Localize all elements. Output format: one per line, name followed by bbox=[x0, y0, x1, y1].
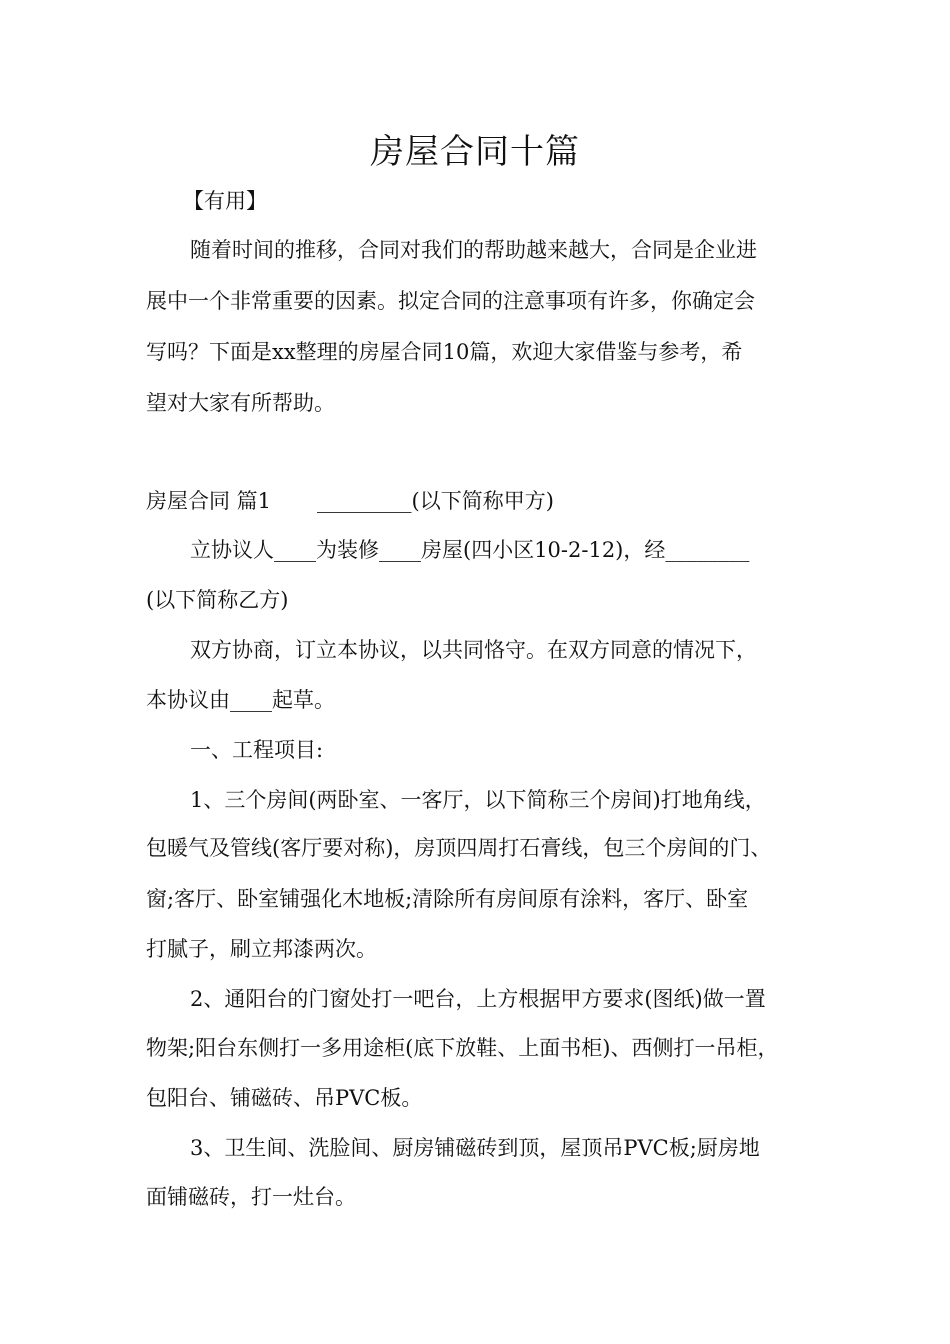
body-line: 窗;客厅、卧室铺强化木地板;清除所有房间原有涂料，客厅、卧室 bbox=[146, 887, 749, 911]
body-line: 本协议由____起草。 bbox=[146, 688, 335, 712]
section-heading-blank: _________(以下简称甲方) bbox=[317, 489, 554, 513]
document-title: 房屋合同十篇 bbox=[370, 132, 580, 172]
body-line: 双方协商，订立本协议，以共同恪守。在双方同意的情况下， bbox=[190, 638, 757, 662]
intro-line: 随着时间的推移，合同对我们的帮助越来越大，合同是企业进 bbox=[190, 238, 757, 262]
section-heading-label: 房屋合同 篇1 bbox=[146, 489, 272, 513]
body-line: 3、卫生间、洗脸间、厨房铺磁砖到顶，屋顶吊PVC板;厨房地 bbox=[190, 1136, 760, 1160]
body-line: 立协议人____为装修____房屋(四小区10-2-12)，经________ bbox=[190, 538, 750, 562]
body-line: 物架;阳台东侧打一多用途柜(底下放鞋、上面书柜)、西侧打一吊柜， bbox=[146, 1036, 779, 1060]
intro-line: 写吗？下面是xx整理的房屋合同10篇，欢迎大家借鉴与参考，希 bbox=[146, 340, 743, 364]
body-line: 2、通阳台的门窗处打一吧台，上方根据甲方要求(图纸)做一置 bbox=[190, 987, 766, 1011]
body-line: 面铺磁砖，打一灶台。 bbox=[146, 1185, 356, 1209]
body-line: 1、三个房间(两卧室、一客厅，以下简称三个房间)打地角线， bbox=[190, 788, 766, 812]
document-tag: 【有用】 bbox=[183, 189, 267, 213]
body-line: (以下简称乙方) bbox=[146, 588, 289, 612]
intro-line: 望对大家有所帮助。 bbox=[146, 391, 335, 415]
body-line: 一、工程项目: bbox=[190, 738, 324, 762]
body-line: 包阳台、铺磁砖、吊PVC板。 bbox=[146, 1086, 423, 1110]
body-line: 包暖气及管线(客厅要对称)，房顶四周打石膏线，包三个房间的门、 bbox=[146, 836, 772, 860]
intro-line: 展中一个非常重要的因素。拟定合同的注意事项有许多，你确定会 bbox=[146, 289, 755, 313]
body-line: 打腻子，刷立邦漆两次。 bbox=[146, 937, 377, 961]
section-heading bbox=[146, 486, 554, 516]
